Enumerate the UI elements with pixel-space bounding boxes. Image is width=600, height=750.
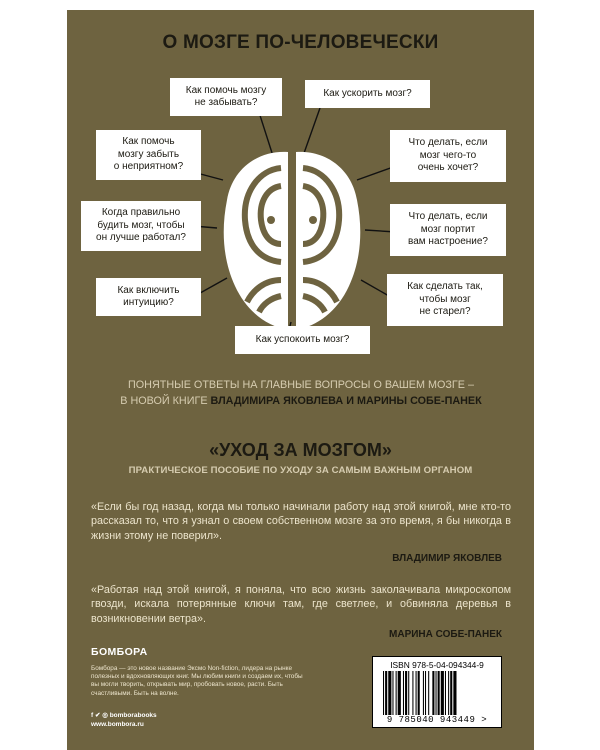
barcode-bar [405, 671, 407, 715]
barcode-bar [385, 671, 387, 715]
question-box: Как сделать так, чтобы мозг не старел? [387, 274, 503, 326]
barcode-bar [438, 671, 440, 715]
barcode-bar [416, 671, 417, 715]
question-box: Как успокоить мозг? [235, 326, 370, 354]
publisher-logo: БОМБОРА [91, 646, 148, 658]
barcode-bar [448, 671, 449, 715]
barcode-bar [432, 671, 434, 715]
barcode-digits: 9 785040 943449 > [386, 715, 488, 725]
quote-author: ВЛАДИМИР ЯКОВЛЕВ [392, 553, 502, 564]
publisher-website: www.bombora.ru [91, 721, 144, 728]
barcode-bar [445, 671, 446, 715]
barcode-bar [425, 671, 426, 715]
question-box: Как ускорить мозг? [305, 80, 430, 108]
publisher-description: Бомбора — это новое название Эксмо Non-fiction, лидера на рынке полезных и вдохновляющих книг. Мы любим книги и создаем их, чтобы вы могли творить, открывать мир, пробовать новое, расти. Быть счастливыми. Быть на волне. [91, 665, 303, 697]
barcode-bar [412, 671, 413, 715]
book-subtitle: ПРАКТИЧЕСКОЕ ПОСОБИЕ ПО УХОДУ ЗА САМЫМ ВАЖНЫМ ОРГАНОМ [128, 465, 473, 476]
barcode-bar [398, 671, 401, 715]
question-box: Как помочь мозгу забыть о неприятном? [96, 130, 201, 180]
book-title: «УХОД ЗА МОЗГОМ» [209, 440, 392, 460]
brain-illustration [217, 140, 367, 340]
question-box: Что делать, если мозг портит вам настроение? [390, 204, 506, 256]
barcode-bar [403, 671, 404, 715]
isbn-barcode [372, 656, 502, 728]
book-back-cover [67, 10, 534, 750]
quote-author: МАРИНА СОБЕ-ПАНЕК [389, 629, 502, 640]
question-box: Как включить интуицию? [96, 278, 201, 316]
barcode-bars [381, 671, 493, 715]
barcode-bar [408, 671, 409, 715]
barcode-bar [418, 671, 420, 715]
barcode-bar [453, 671, 456, 715]
social-handles: f ✔ ◎ bomborabooks [91, 712, 157, 719]
question-box: Когда правильно будить мозг, чтобы он лучше работал? [81, 201, 201, 251]
barcode-bar [428, 671, 429, 715]
isbn-number: ISBN 978-5-04-094344-9 [390, 660, 484, 670]
lead-text: ПОНЯТНЫЕ ОТВЕТЫ НА ГЛАВНЫЕ ВОПРОСЫ О ВАШЕМ МОЗГЕ – В НОВОЙ КНИГЕ ВЛАДИМИРА ЯКОВЛЕВА И МАРИНЫ СОБЕ-ПАНЕК [120, 379, 482, 407]
barcode-bar [392, 671, 393, 715]
question-box: Как помочь мозгу не забывать? [170, 78, 282, 116]
quote-yakovlev: «Если бы год назад, когда мы только начинали работу над этой книгой, мне кто-то рассказал то, что я узнал о своем собственном мозге за это время, я бы никогда в жизни этому не поверил». [91, 501, 511, 542]
barcode-bar [450, 671, 452, 715]
barcode-bar [388, 671, 391, 715]
barcode-bar [383, 671, 384, 715]
barcode-bar [436, 671, 437, 715]
cover-title: О МОЗГЕ ПО-ЧЕЛОВЕЧЕСКИ [162, 32, 439, 53]
question-box: Что делать, если мозг чего-то очень хочет? [390, 130, 506, 182]
quote-sobe-panek: «Работая над этой книгой, я поняла, что всю жизнь заколачивала микроскопом гвозди, искала потерянные ключи там, где светлее, и обвиняла деревья в возникновении ветра». [91, 584, 511, 625]
barcode-bar [396, 671, 397, 715]
barcode-bar [423, 671, 424, 715]
barcode-bar [441, 671, 444, 715]
